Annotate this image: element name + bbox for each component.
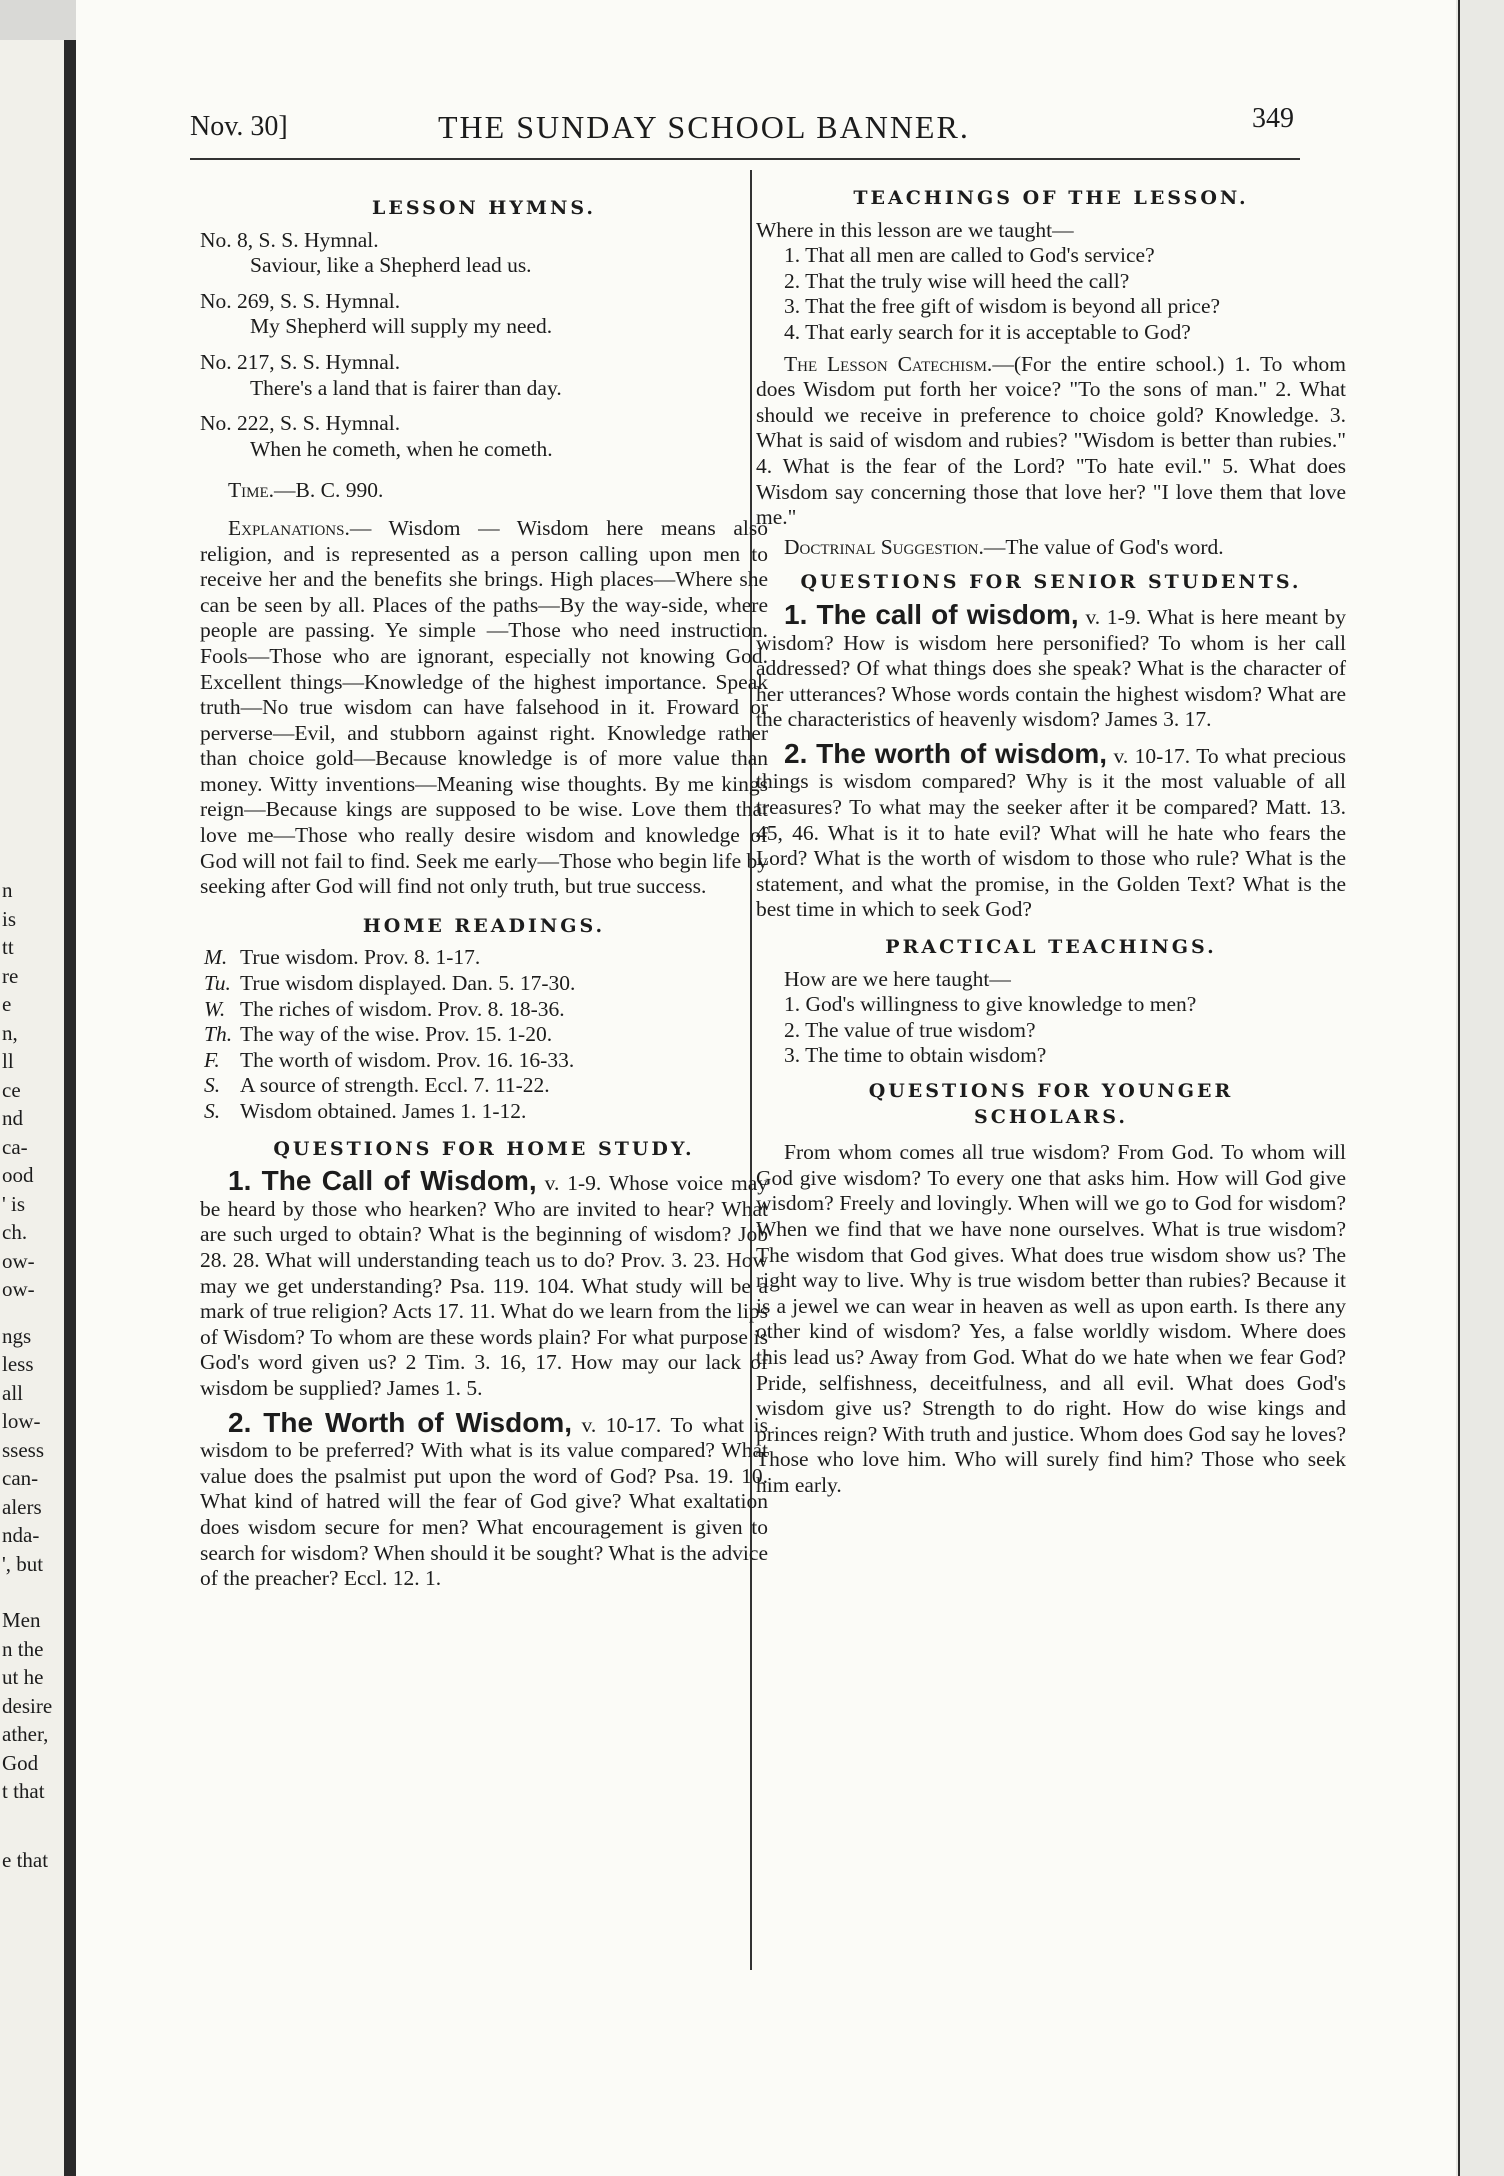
catechism-paragraph (756, 352, 1346, 531)
reading-day: Tu. (204, 971, 231, 996)
facing-page-text: ather, (2, 1722, 49, 1746)
senior-section-title: 2. The worth of wisdom, (784, 737, 1108, 769)
facing-page-text: alers (2, 1494, 42, 1519)
facing-page-text: low- (2, 1409, 41, 1433)
teaching-item: 2. That the truly wise will heed the call? (784, 268, 1130, 293)
senior-section (756, 598, 1347, 733)
facing-page-text: Men (2, 1608, 41, 1632)
facing-page-text: n, (2, 1020, 18, 1045)
facing-page-text: tt (2, 935, 14, 959)
home-study-section (200, 1165, 768, 1401)
reading-item (200, 1048, 768, 1074)
reading-text: Wisdom obtained. James 1. 1-12. (240, 1099, 527, 1123)
right-column (752, 182, 1346, 1499)
facing-page-text: ce (2, 1077, 21, 1102)
right-edge-strip (1456, 0, 1504, 2176)
reading-day: W. (204, 996, 226, 1021)
reading-text: A source of strength. Eccl. 7. 11-22. (240, 1073, 550, 1098)
senior-section-title: 1. The call of wisdom, (784, 598, 1079, 630)
facing-page-text: less (2, 1352, 34, 1376)
explanations-paragraph (200, 516, 768, 900)
hymn-number: No. 222, S. S. Hymnal. (200, 411, 401, 436)
doctrinal-label: Doctrinal Suggestion. (784, 534, 984, 559)
hymn-number: No. 217, S. S. Hymnal. (200, 349, 401, 374)
explanations-text: — Wisdom — Wisdom here means also religion, and is represented as a person calling upon men to receive her and the benefits she brings. High places—Where she can be seen by all. Places of the paths—By the way-side, where people are passing. Ye simple —Those who need instruction. Fools—Those who are ignorant, especially not knowing God. Excellent things—Knowledge of the highest importance. Speak truth—No true wisdom can have falsehood in it. Froward or perverse—Evil, and stubborn against right. Knowledge rather than choice gold—Because knowledge is of more value than money. Witty inventions—Meaning wise thoughts. By me kings reign—Because kings are supposed to be wise. Love them that love me—Those who really desire wisdom and knowledge of God will not fail to find. Seek me early—Those who begin life by seeking after God will find not only truth, but true success. (200, 515, 768, 899)
reading-item (200, 945, 768, 971)
facing-page-text: re (2, 963, 19, 988)
hymn-entry (200, 411, 768, 462)
facing-page-text: nd (2, 1106, 23, 1130)
facing-page-text: n the (2, 1636, 44, 1661)
facing-page-text: nda- (2, 1523, 40, 1547)
reading-day: S. (204, 1099, 221, 1123)
reading-item (200, 1022, 768, 1048)
catechism-text: —(For the entire school.) 1. To whom does Wisdom put forth her voice? "To the sons of man." 2. What should we receive in preference to choice gold? Knowledge. 3. What is said of wisdom and rubies? "Wisdom is better than rubies." 4. What is the fear of the Lord? "To hate evil." 5. What does Wisdom say concerning those that love her? "I love them that love me." (756, 351, 1346, 530)
header-rule (190, 158, 1300, 160)
facing-page-text: e (2, 992, 12, 1016)
time-line (200, 478, 768, 504)
teaching-item: 4. That early search for it is acceptable to God? (784, 319, 1191, 344)
home-study-section-text: Whose voice may be heard by those who hearken? Who are invited to hear? What are such urged to obtain? What is the beginning of wisdom? Job 28. 28. What will understanding teach us to do? Prov. 3. 23. How may we get understanding? Psa. 119. 104. What study will be a mark of true religion? Acts 17. 11. What do we learn from the lips of Wisdom? To whom are these words plain? For what purpose is God's word given us? 2 Tim. 3. 16, 17. How may our lack of wisdom be supplied? James 1. 5. (200, 1171, 768, 1400)
home-study-section-title: 2. The Worth of Wisdom, (228, 1406, 573, 1438)
reading-text: The way of the wise. Prov. 15. 1-20. (240, 1022, 553, 1047)
hymn-line: There's a land that is fairer than day. (250, 375, 562, 400)
reading-day: Th. (204, 1022, 233, 1047)
facing-page-text: desire (2, 1693, 53, 1718)
facing-page-text: is (2, 906, 17, 931)
senior-section (756, 737, 1347, 923)
senior-section-ref: v. 10-17. (1113, 743, 1191, 768)
catechism-label: The Lesson Catechism. (784, 351, 993, 376)
reading-day: S. (204, 1073, 221, 1098)
home-study-heading: QUESTIONS FOR HOME STUDY. (273, 1137, 695, 1160)
reading-text: True wisdom displayed. Dan. 5. 17-30. (240, 971, 576, 996)
home-readings-list (200, 945, 768, 1124)
facing-page-text: ut he (2, 1665, 44, 1689)
reading-item (200, 997, 768, 1023)
hymn-number: No. 269, S. S. Hymnal. (200, 288, 401, 313)
reading-text: The riches of wisdom. Prov. 8. 18-36. (240, 996, 565, 1021)
facing-page-text: ssess (2, 1437, 45, 1462)
facing-page-text: ch. (2, 1220, 28, 1244)
time-value: —B. C. 990. (274, 478, 384, 503)
practical-list (756, 992, 1346, 1069)
senior-heading: QUESTIONS FOR SENIOR STUDENTS. (800, 571, 1302, 594)
explanations-label: Explanations. (228, 515, 350, 540)
left-column (200, 188, 768, 1592)
facing-page-text: ' is (2, 1191, 26, 1216)
facing-page-text: n (2, 878, 13, 902)
reading-item (200, 1073, 768, 1099)
header-title: THE SUNDAY SCHOOL BANNER. (438, 109, 970, 145)
facing-page-text: all (2, 1380, 23, 1405)
page-number: 349 (1252, 103, 1294, 134)
practical-item: 2. The value of true wisdom? (784, 1017, 1036, 1042)
facing-page-text: God (2, 1750, 39, 1775)
lesson-hymns-heading: LESSON HYMNS. (372, 197, 596, 219)
facing-page-text: t that (2, 1779, 45, 1803)
facing-page-text: ow- (2, 1248, 35, 1273)
younger-paragraph: From whom comes all true wisdom? From God. To whom will God give wisdom? To every one that asks him. How will God give wisdom? Freely and lovingly. When will we go to God for wisdom? When we find that we have none ourselves. What is true wisdom? The wisdom that God gives. What does true wisdom show us? The right way to live. Why is true wisdom better than rubies? Because it is a jewel we can wear in heaven as well as upon earth. Is there any other kind of wisdom? Yes, a false worldly wisdom. Where does this lead us? Away from God. What do we hate when we fear God? Pride, selfishness, deceitfulness, and all evil. What does God's wisdom give us? Strength to do right. How do wise kings and princes reign? With truth and justice. Whom does God say he loves? Those who love him. Who will surely find him? Those who seek him early. (756, 1140, 1346, 1497)
hymn-line: When he cometh, when he cometh. (250, 436, 553, 461)
home-study-section-ref: v. 1-9. (544, 1171, 602, 1196)
senior-section-text: To what precious things is wisdom compared? Why is it the most valuable of all treasures? To what may the seeker after it be compared? Matt. 13. 45, 46. What is it to hate evil? What will he hate who fears the Lord? What is the worth of wisdom to those who rule? What is the statement, and what the promise, in the Golden Text? What is the best time in which to seek God? (756, 743, 1347, 922)
doctrinal-text: —The value of God's word. (983, 534, 1224, 559)
practical-heading: PRACTICAL TEACHINGS. (885, 936, 1217, 959)
home-study-section-ref: v. 10-17. (581, 1412, 662, 1437)
senior-section-text: What is here meant by wisdom? How is wisdom here personified? To whom is her call addressed? Of what things does she speak? What is the character of her utterances? Whose words contain the highest wisdom? What are the characteristics of heavenly wisdom? James 3. 17. (756, 604, 1347, 732)
reading-item (200, 971, 768, 997)
reading-day: M. (204, 945, 228, 970)
practical-item: 3. The time to obtain wisdom? (784, 1043, 1047, 1068)
home-study-section-title: 1. The Call of Wisdom, (228, 1165, 537, 1197)
hymn-number: No. 8, S. S. Hymnal. (200, 227, 379, 252)
senior-section-ref: v. 1-9. (1085, 604, 1141, 629)
practical-intro: How are we here taught— (784, 966, 1011, 991)
hymn-line: My Shepherd will supply my need. (250, 314, 553, 339)
teachings-heading: TEACHINGS OF THE LESSON. (853, 187, 1249, 209)
facing-page-text: ow- (2, 1277, 35, 1301)
running-header (190, 103, 1294, 151)
teachings-list (756, 243, 1346, 345)
time-label: Time. (228, 478, 275, 503)
hymn-entry (200, 228, 768, 279)
reading-text: The worth of wisdom. Prov. 16. 16-33. (240, 1047, 575, 1072)
facing-page-text: ', but (2, 1551, 44, 1576)
hymn-entry (200, 289, 768, 340)
facing-page-text: ood (2, 1163, 34, 1187)
teachings-intro: Where in this lesson are we taught— (756, 217, 1074, 242)
practical-item: 1. God's willingness to give knowledge to men? (784, 992, 1197, 1017)
home-study-section (200, 1406, 768, 1592)
reading-text: True wisdom. Prov. 8. 1-17. (240, 945, 481, 970)
facing-page-text: e that (2, 1847, 49, 1872)
facing-page-fragment (0, 40, 72, 2176)
home-readings-heading: HOME READINGS. (362, 914, 606, 937)
header-date: Nov. 30] (190, 111, 288, 142)
facing-page-text: can- (2, 1466, 39, 1490)
hymn-line: Saviour, like a Shepherd lead us. (250, 253, 532, 278)
facing-page-text: ca- (2, 1134, 28, 1159)
home-study-section-text: To what is wisdom to be preferred? With what is its value compared? What value does the psalmist put upon the word of God? Psa. 19. 10. What kind of hatred will the fear of God give? What exaltation does wisdom secure for men? What encouragement is given to search for wisdom? When should it be sought? What is the advice of the preacher? Eccl. 12. 1. (200, 1412, 768, 1591)
reading-item (200, 1099, 768, 1125)
hymn-entry (200, 350, 768, 401)
reading-day: F. (204, 1047, 220, 1072)
facing-page-text: ll (2, 1049, 14, 1073)
teaching-item: 1. That all men are called to God's service? (784, 243, 1155, 268)
younger-heading: QUESTIONS FOR YOUNGER SCHOLARS. (868, 1080, 1234, 1128)
facing-page-text: ngs (2, 1323, 32, 1348)
doctrinal-paragraph (756, 535, 1346, 561)
teaching-item: 3. That the free gift of wisdom is beyond all price? (784, 294, 1221, 319)
